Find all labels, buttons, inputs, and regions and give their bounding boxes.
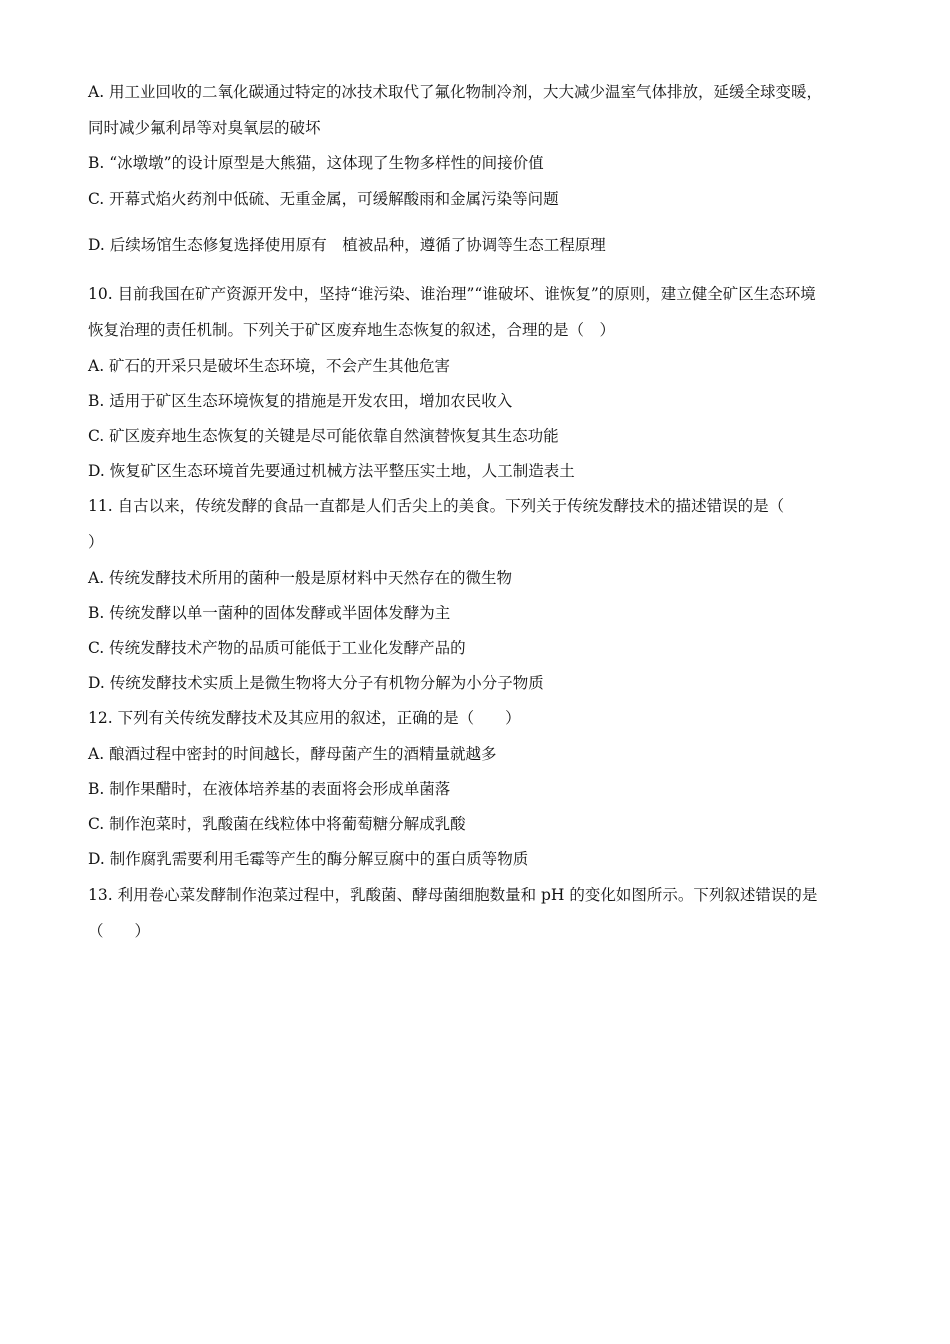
q9-option-d: D. 后续场馆生态修复选择使用原有 植被品种，遵循了协调等生态工程原理 xyxy=(88,236,606,254)
q12-stem: 12. 下列有关传统发酵技术及其应用的叙述，正确的是（ ） xyxy=(88,709,521,727)
q11-option-d: D. 传统发酵技术实质上是微生物将大分子有机物分解为小分子物质 xyxy=(88,674,544,692)
q13-stem-line2: （ ） xyxy=(88,922,151,940)
q10-option-c: C. 矿区废弃地生态恢复的关键是尽可能依靠自然演替恢复其生态功能 xyxy=(88,427,559,445)
q10-stem-line1: 10. 目前我国在矿产资源开发中，坚持“谁污染、谁治理”“谁破坏、谁恢复”的原则，建立健全矿区生态环境 xyxy=(88,285,816,303)
q12-option-b: B. 制作果醋时，在液体培养基的表面将会形成单菌落 xyxy=(88,780,451,798)
q11-option-b: B. 传统发酵以单一菌种的固体发酵或半固体发酵为主 xyxy=(88,604,451,622)
q9-option-b: B. “冰墩墩”的设计原型是大熊猫，这体现了生物多样性的间接价值 xyxy=(88,154,544,172)
q12-option-a: A. 酿酒过程中密封的时间越长，酵母菌产生的酒精量就越多 xyxy=(88,745,497,763)
q10-option-a: A. 矿石的开采只是破坏生态环境，不会产生其他危害 xyxy=(88,357,451,375)
q12-option-d: D. 制作腐乳需要利用毛霉等产生的酶分解豆腐中的蛋白质等物质 xyxy=(88,850,529,868)
q11-stem-line2: ） xyxy=(88,533,104,551)
q10-option-d: D. 恢复矿区生态环境首先要通过机械方法平整压实土地，人工制造表土 xyxy=(88,462,575,480)
q11-stem-line1: 11. 自古以来，传统发酵的食品一直都是人们舌尖上的美食。下列关于传统发酵技术的描述错误的是（ xyxy=(88,497,785,515)
q11-option-a: A. 传统发酵技术所用的菌种一般是原材料中天然存在的微生物 xyxy=(88,569,513,587)
q9-option-c: C. 开幕式焰火药剂中低硫、无重金属，可缓解酸雨和金属污染等问题 xyxy=(88,190,559,208)
q13-stem-line1: 13. 利用卷心菜发酵制作泡菜过程中，乳酸菌、酵母菌细胞数量和 pH 的变化如图所示。下列叙述错误的是 xyxy=(88,886,818,904)
q10-option-b: B. 适用于矿区生态环境恢复的措施是开发农田，增加农民收入 xyxy=(88,392,513,410)
q10-stem-line2: 恢复治理的责任机制。下列关于矿区废弃地生态恢复的叙述，合理的是（ ） xyxy=(88,321,616,339)
q9-option-a-line1: A. 用工业回收的二氧化碳通过特定的冰技术取代了氟化物制冷剂，大大减少温室气体排放，延缓全球变暖， xyxy=(88,83,823,101)
q9-option-a-line2: 同时减少氟利昂等对臭氧层的破坏 xyxy=(88,119,321,137)
q11-option-c: C. 传统发酵技术产物的品质可能低于工业化发酵产品的 xyxy=(88,639,466,657)
q12-option-c: C. 制作泡菜时，乳酸菌在线粒体中将葡萄糖分解成乳酸 xyxy=(88,815,466,833)
